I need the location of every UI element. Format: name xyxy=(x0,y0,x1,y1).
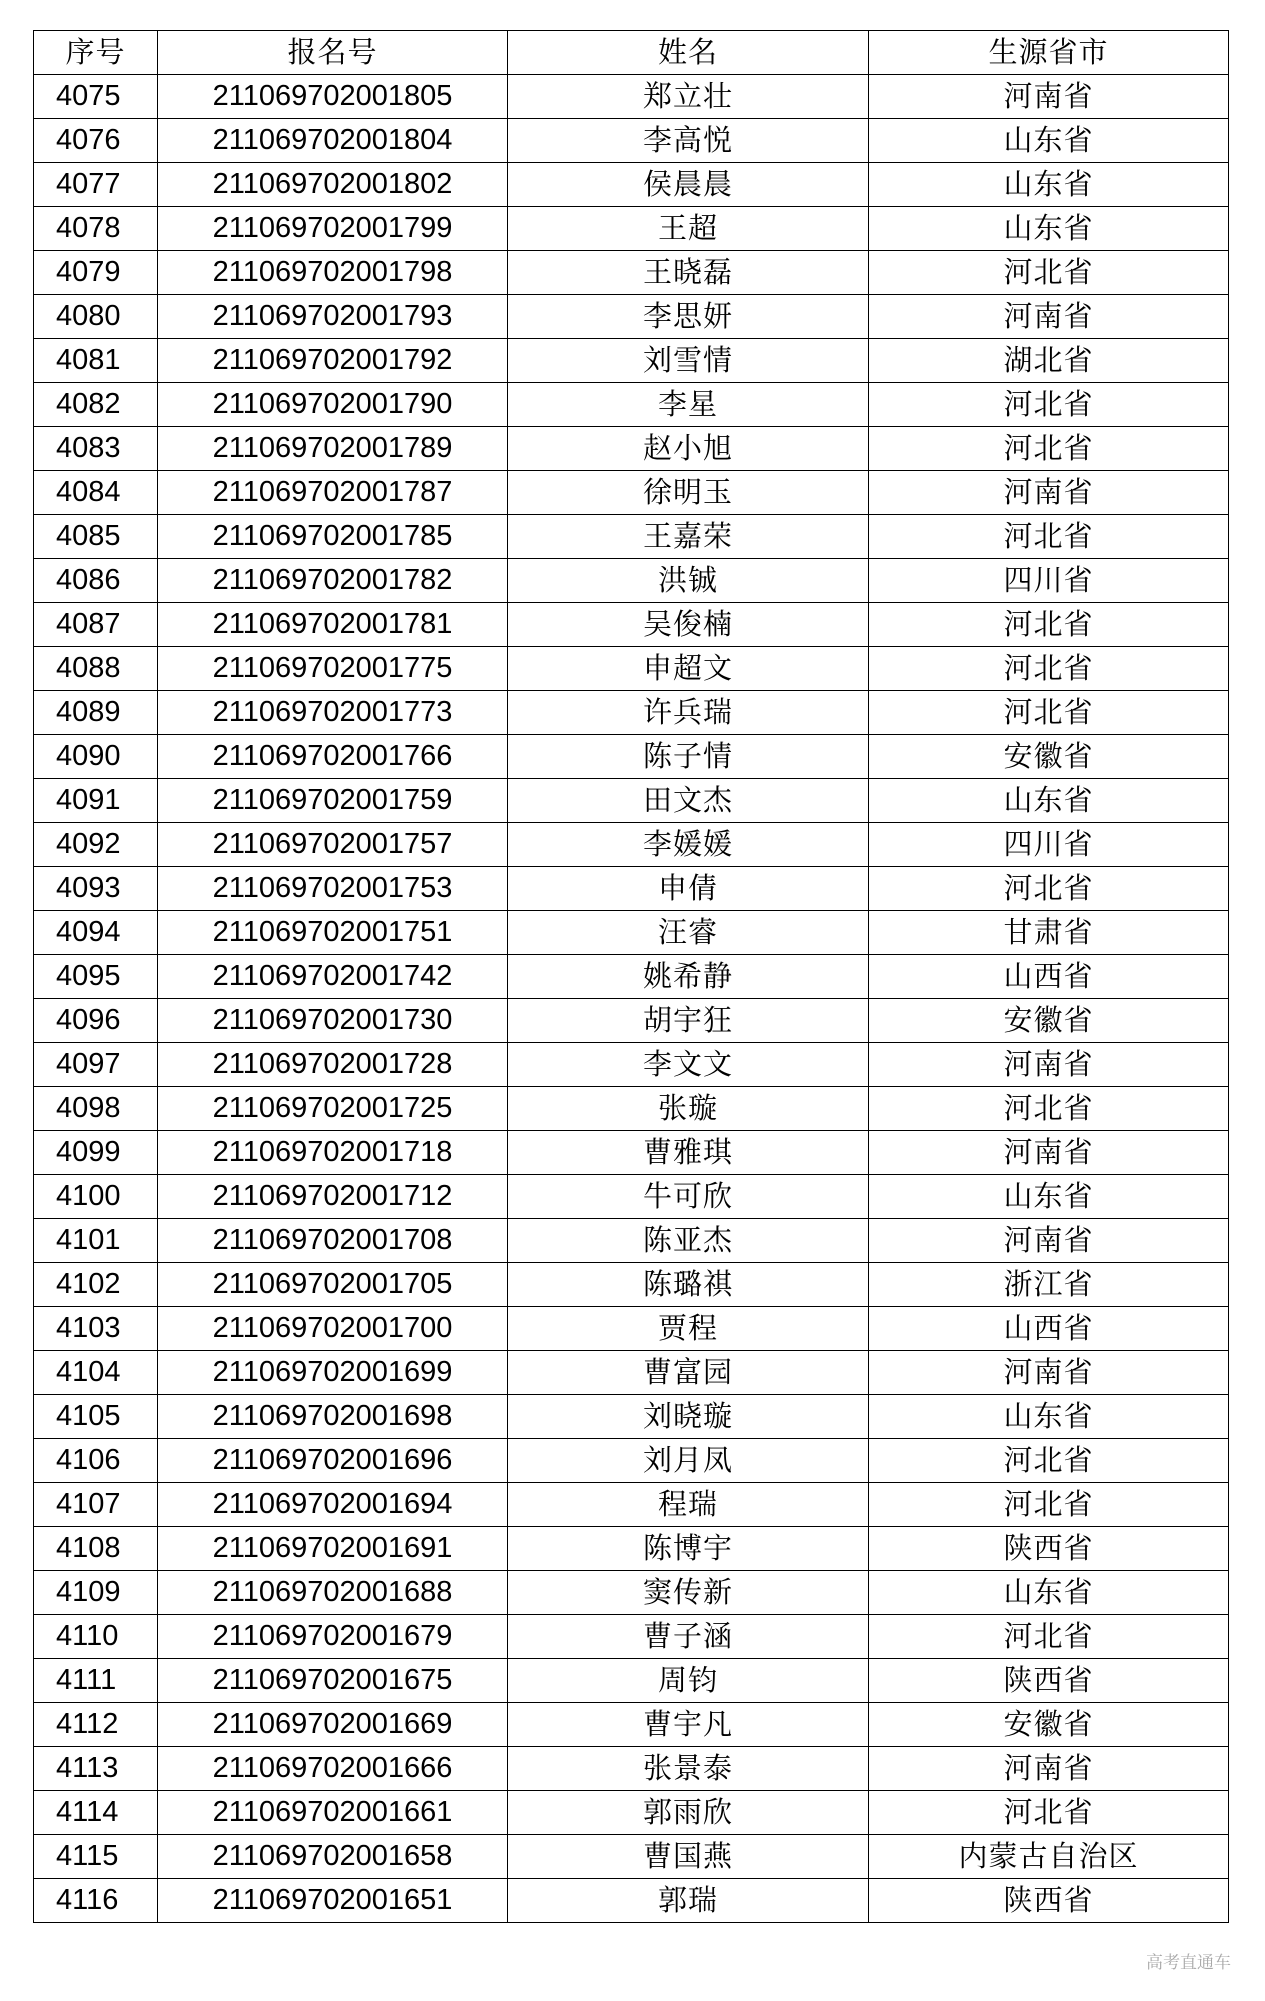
province-cell: 山东省 xyxy=(869,1175,1229,1219)
registration-number-cell: 211069702001775 xyxy=(158,647,508,691)
name-cell: 王超 xyxy=(508,207,869,251)
seq-cell: 4109 xyxy=(34,1571,158,1615)
seq-cell: 4085 xyxy=(34,515,158,559)
table-row xyxy=(34,1483,1229,1527)
registration-number-cell: 211069702001728 xyxy=(158,1043,508,1087)
table-row xyxy=(34,1219,1229,1263)
table-row xyxy=(34,999,1229,1043)
table-row xyxy=(34,735,1229,779)
name-cell: 李星 xyxy=(508,383,869,427)
province-cell: 河北省 xyxy=(869,1087,1229,1131)
table-row xyxy=(34,779,1229,823)
name-cell: 贾程 xyxy=(508,1307,869,1351)
registration-number-cell: 211069702001799 xyxy=(158,207,508,251)
name-cell: 李媛媛 xyxy=(508,823,869,867)
province-cell: 河北省 xyxy=(869,427,1229,471)
table-row xyxy=(34,691,1229,735)
name-cell: 吴俊楠 xyxy=(508,603,869,647)
province-cell: 河南省 xyxy=(869,295,1229,339)
registration-number-cell: 211069702001804 xyxy=(158,119,508,163)
table-row xyxy=(34,339,1229,383)
seq-cell: 4091 xyxy=(34,779,158,823)
seq-cell: 4103 xyxy=(34,1307,158,1351)
seq-cell: 4087 xyxy=(34,603,158,647)
table-row xyxy=(34,1395,1229,1439)
province-cell: 河南省 xyxy=(869,1043,1229,1087)
header-name: 姓名 xyxy=(508,31,869,75)
province-cell: 河南省 xyxy=(869,75,1229,119)
seq-cell: 4096 xyxy=(34,999,158,1043)
seq-cell: 4116 xyxy=(34,1879,158,1923)
table-row xyxy=(34,1043,1229,1087)
province-cell: 河北省 xyxy=(869,1483,1229,1527)
province-cell: 湖北省 xyxy=(869,339,1229,383)
table-row xyxy=(34,1791,1229,1835)
seq-cell: 4083 xyxy=(34,427,158,471)
table-row xyxy=(34,1307,1229,1351)
table-row xyxy=(34,823,1229,867)
table-row xyxy=(34,911,1229,955)
registration-number-cell: 211069702001757 xyxy=(158,823,508,867)
table-row xyxy=(34,1175,1229,1219)
registration-number-cell: 211069702001699 xyxy=(158,1351,508,1395)
registration-number-cell: 211069702001651 xyxy=(158,1879,508,1923)
province-cell: 四川省 xyxy=(869,823,1229,867)
name-cell: 郭雨欣 xyxy=(508,1791,869,1835)
province-cell: 山东省 xyxy=(869,119,1229,163)
registration-number-cell: 211069702001708 xyxy=(158,1219,508,1263)
seq-cell: 4077 xyxy=(34,163,158,207)
registration-number-cell: 211069702001751 xyxy=(158,911,508,955)
province-cell: 安徽省 xyxy=(869,1703,1229,1747)
seq-cell: 4076 xyxy=(34,119,158,163)
province-cell: 陕西省 xyxy=(869,1659,1229,1703)
table-row xyxy=(34,515,1229,559)
registration-number-cell: 211069702001802 xyxy=(158,163,508,207)
registration-number-cell: 211069702001782 xyxy=(158,559,508,603)
province-cell: 河北省 xyxy=(869,691,1229,735)
seq-cell: 4088 xyxy=(34,647,158,691)
province-cell: 山东省 xyxy=(869,207,1229,251)
seq-cell: 4093 xyxy=(34,867,158,911)
seq-cell: 4102 xyxy=(34,1263,158,1307)
table-row xyxy=(34,1879,1229,1923)
registration-number-cell: 211069702001753 xyxy=(158,867,508,911)
province-cell: 山东省 xyxy=(869,1395,1229,1439)
table-row xyxy=(34,1263,1229,1307)
watermark-logo: 高考直通车 xyxy=(1146,1953,1231,1973)
table-row xyxy=(34,867,1229,911)
province-cell: 河北省 xyxy=(869,867,1229,911)
table-row xyxy=(34,1351,1229,1395)
province-cell: 河北省 xyxy=(869,515,1229,559)
registration-number-cell: 211069702001694 xyxy=(158,1483,508,1527)
name-cell: 侯晨晨 xyxy=(508,163,869,207)
registration-number-cell: 211069702001781 xyxy=(158,603,508,647)
province-cell: 河北省 xyxy=(869,647,1229,691)
table-row xyxy=(34,647,1229,691)
registration-number-cell: 211069702001725 xyxy=(158,1087,508,1131)
province-cell: 陕西省 xyxy=(869,1879,1229,1923)
name-cell: 刘月凤 xyxy=(508,1439,869,1483)
seq-cell: 4079 xyxy=(34,251,158,295)
name-cell: 赵小旭 xyxy=(508,427,869,471)
registration-number-cell: 211069702001718 xyxy=(158,1131,508,1175)
province-cell: 甘肃省 xyxy=(869,911,1229,955)
seq-cell: 4115 xyxy=(34,1835,158,1879)
name-cell: 陈亚杰 xyxy=(508,1219,869,1263)
province-cell: 山西省 xyxy=(869,1307,1229,1351)
name-cell: 洪铖 xyxy=(508,559,869,603)
province-cell: 河北省 xyxy=(869,603,1229,647)
registration-number-cell: 211069702001742 xyxy=(158,955,508,999)
name-cell: 李高悦 xyxy=(508,119,869,163)
province-cell: 河南省 xyxy=(869,1747,1229,1791)
seq-cell: 4090 xyxy=(34,735,158,779)
registration-number-cell: 211069702001793 xyxy=(158,295,508,339)
registration-number-cell: 211069702001790 xyxy=(158,383,508,427)
province-cell: 浙江省 xyxy=(869,1263,1229,1307)
table-row xyxy=(34,163,1229,207)
province-cell: 内蒙古自治区 xyxy=(869,1835,1229,1879)
seq-cell: 4080 xyxy=(34,295,158,339)
province-cell: 山东省 xyxy=(869,779,1229,823)
province-cell: 陕西省 xyxy=(869,1527,1229,1571)
name-cell: 曹雅琪 xyxy=(508,1131,869,1175)
table-row xyxy=(34,1703,1229,1747)
registration-number-cell: 211069702001691 xyxy=(158,1527,508,1571)
table-header xyxy=(34,31,1229,75)
table-row xyxy=(34,75,1229,119)
registration-number-cell: 211069702001661 xyxy=(158,1791,508,1835)
name-cell: 张璇 xyxy=(508,1087,869,1131)
seq-cell: 4107 xyxy=(34,1483,158,1527)
seq-cell: 4104 xyxy=(34,1351,158,1395)
registration-number-cell: 211069702001712 xyxy=(158,1175,508,1219)
seq-cell: 4089 xyxy=(34,691,158,735)
table-row xyxy=(34,603,1229,647)
seq-cell: 4081 xyxy=(34,339,158,383)
seq-cell: 4078 xyxy=(34,207,158,251)
registration-number-cell: 211069702001696 xyxy=(158,1439,508,1483)
table-row xyxy=(34,471,1229,515)
table-row xyxy=(34,559,1229,603)
table-row xyxy=(34,295,1229,339)
name-cell: 申超文 xyxy=(508,647,869,691)
registration-number-cell: 211069702001669 xyxy=(158,1703,508,1747)
province-cell: 安徽省 xyxy=(869,735,1229,779)
province-cell: 四川省 xyxy=(869,559,1229,603)
name-cell: 周钧 xyxy=(508,1659,869,1703)
registration-number-cell: 211069702001789 xyxy=(158,427,508,471)
name-cell: 徐明玉 xyxy=(508,471,869,515)
province-cell: 河北省 xyxy=(869,1615,1229,1659)
seq-cell: 4113 xyxy=(34,1747,158,1791)
registration-number-cell: 211069702001792 xyxy=(158,339,508,383)
province-cell: 河南省 xyxy=(869,1131,1229,1175)
name-cell: 郭瑞 xyxy=(508,1879,869,1923)
seq-cell: 4097 xyxy=(34,1043,158,1087)
table-body xyxy=(34,75,1229,1923)
name-cell: 曹富园 xyxy=(508,1351,869,1395)
name-cell: 王嘉荣 xyxy=(508,515,869,559)
table-row xyxy=(34,1527,1229,1571)
name-cell: 陈子情 xyxy=(508,735,869,779)
registration-number-cell: 211069702001688 xyxy=(158,1571,508,1615)
province-cell: 山西省 xyxy=(869,955,1229,999)
province-cell: 河北省 xyxy=(869,251,1229,295)
table-row xyxy=(34,119,1229,163)
province-cell: 河南省 xyxy=(869,1351,1229,1395)
seq-cell: 4082 xyxy=(34,383,158,427)
name-cell: 汪睿 xyxy=(508,911,869,955)
seq-cell: 4094 xyxy=(34,911,158,955)
seq-cell: 4099 xyxy=(34,1131,158,1175)
name-cell: 胡宇狂 xyxy=(508,999,869,1043)
registration-number-cell: 211069702001658 xyxy=(158,1835,508,1879)
seq-cell: 4110 xyxy=(34,1615,158,1659)
roster-table xyxy=(33,30,1229,1923)
seq-cell: 4100 xyxy=(34,1175,158,1219)
table-row xyxy=(34,207,1229,251)
province-cell: 河北省 xyxy=(869,383,1229,427)
name-cell: 田文杰 xyxy=(508,779,869,823)
seq-cell: 4075 xyxy=(34,75,158,119)
seq-cell: 4112 xyxy=(34,1703,158,1747)
table-row xyxy=(34,1571,1229,1615)
seq-cell: 4084 xyxy=(34,471,158,515)
seq-cell: 4098 xyxy=(34,1087,158,1131)
seq-cell: 4105 xyxy=(34,1395,158,1439)
registration-number-cell: 211069702001766 xyxy=(158,735,508,779)
registration-number-cell: 211069702001759 xyxy=(158,779,508,823)
seq-cell: 4106 xyxy=(34,1439,158,1483)
table-row xyxy=(34,1131,1229,1175)
registration-number-cell: 211069702001773 xyxy=(158,691,508,735)
header-registration-number: 报名号 xyxy=(158,31,508,75)
name-cell: 刘雪情 xyxy=(508,339,869,383)
table-row xyxy=(34,955,1229,999)
name-cell: 曹子涵 xyxy=(508,1615,869,1659)
registration-number-cell: 211069702001698 xyxy=(158,1395,508,1439)
registration-number-cell: 211069702001787 xyxy=(158,471,508,515)
registration-number-cell: 211069702001666 xyxy=(158,1747,508,1791)
name-cell: 陈璐祺 xyxy=(508,1263,869,1307)
name-cell: 许兵瑞 xyxy=(508,691,869,735)
seq-cell: 4108 xyxy=(34,1527,158,1571)
name-cell: 牛可欣 xyxy=(508,1175,869,1219)
registration-number-cell: 211069702001675 xyxy=(158,1659,508,1703)
registration-number-cell: 211069702001730 xyxy=(158,999,508,1043)
seq-cell: 4095 xyxy=(34,955,158,999)
seq-cell: 4086 xyxy=(34,559,158,603)
table-row xyxy=(34,1439,1229,1483)
table-row xyxy=(34,383,1229,427)
table-row xyxy=(34,1747,1229,1791)
name-cell: 郑立壮 xyxy=(508,75,869,119)
name-cell: 姚希静 xyxy=(508,955,869,999)
table-row xyxy=(34,1659,1229,1703)
name-cell: 王晓磊 xyxy=(508,251,869,295)
name-cell: 窦传新 xyxy=(508,1571,869,1615)
name-cell: 申倩 xyxy=(508,867,869,911)
registration-number-cell: 211069702001705 xyxy=(158,1263,508,1307)
name-cell: 李文文 xyxy=(508,1043,869,1087)
registration-number-cell: 211069702001785 xyxy=(158,515,508,559)
table-row xyxy=(34,427,1229,471)
table-row xyxy=(34,1615,1229,1659)
name-cell: 曹国燕 xyxy=(508,1835,869,1879)
seq-cell: 4092 xyxy=(34,823,158,867)
name-cell: 曹宇凡 xyxy=(508,1703,869,1747)
province-cell: 河北省 xyxy=(869,1791,1229,1835)
name-cell: 陈博宇 xyxy=(508,1527,869,1571)
name-cell: 刘晓璇 xyxy=(508,1395,869,1439)
province-cell: 山东省 xyxy=(869,1571,1229,1615)
registration-number-cell: 211069702001679 xyxy=(158,1615,508,1659)
registration-number-cell: 211069702001700 xyxy=(158,1307,508,1351)
header-province: 生源省市 xyxy=(869,31,1229,75)
province-cell: 河南省 xyxy=(869,1219,1229,1263)
header-row xyxy=(34,31,1229,75)
registration-number-cell: 211069702001798 xyxy=(158,251,508,295)
table-row xyxy=(34,1087,1229,1131)
name-cell: 李思妍 xyxy=(508,295,869,339)
seq-cell: 4111 xyxy=(34,1659,158,1703)
registration-number-cell: 211069702001805 xyxy=(158,75,508,119)
province-cell: 河南省 xyxy=(869,471,1229,515)
seq-cell: 4114 xyxy=(34,1791,158,1835)
seq-cell: 4101 xyxy=(34,1219,158,1263)
province-cell: 河北省 xyxy=(869,1439,1229,1483)
name-cell: 程瑞 xyxy=(508,1483,869,1527)
province-cell: 安徽省 xyxy=(869,999,1229,1043)
province-cell: 山东省 xyxy=(869,163,1229,207)
table-row xyxy=(34,251,1229,295)
name-cell: 张景泰 xyxy=(508,1747,869,1791)
table-row xyxy=(34,1835,1229,1879)
header-seq: 序号 xyxy=(34,31,158,75)
